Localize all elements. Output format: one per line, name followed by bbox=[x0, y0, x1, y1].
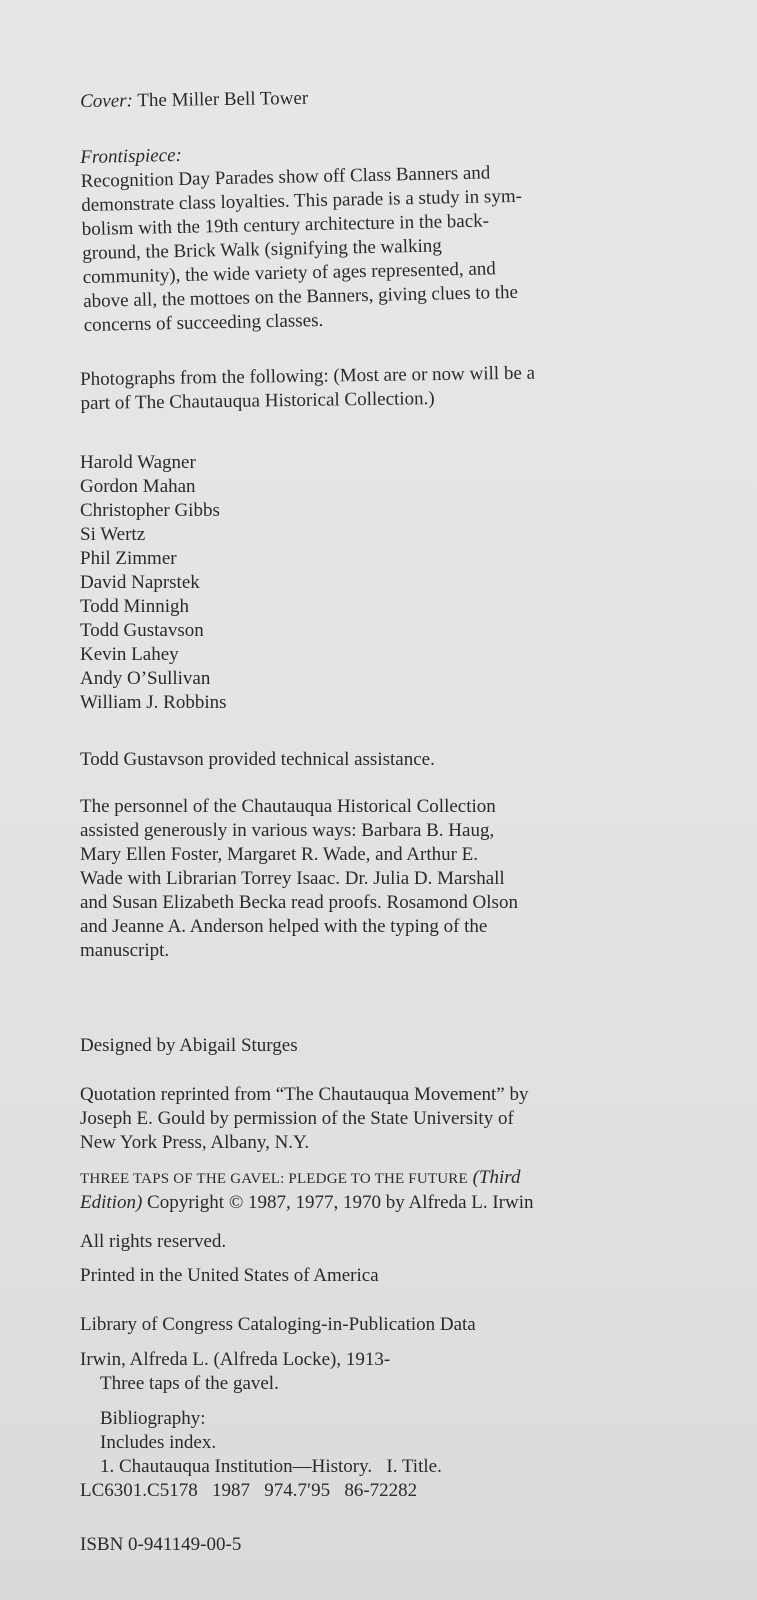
photographer-name: Christopher Gibbs bbox=[80, 500, 220, 521]
technical-credit-text: Todd Gustavson provided technical assistance. bbox=[80, 749, 435, 770]
cip-subjects: 1. Chautauqua Institution—History. I. Title. bbox=[100, 1456, 442, 1477]
frontispiece-line: above all, the mottoes on the Banners, giving clues to the bbox=[83, 281, 519, 312]
quotation-line: Quotation reprinted from “The Chautauqua Movement” by bbox=[80, 1084, 529, 1105]
photographer-name: Kevin Lahey bbox=[80, 644, 179, 665]
copyright-notice bbox=[80, 1166, 680, 1215]
photographer-list bbox=[80, 451, 680, 715]
cip-title: Three taps of the gavel. bbox=[100, 1373, 279, 1394]
technical-credit bbox=[80, 748, 680, 772]
designer-credit-text: Designed by Abigail Sturges bbox=[80, 1035, 298, 1056]
photographer-name: William J. Robbins bbox=[80, 692, 227, 713]
cip-classification: LC6301.C5178 1987 974.7′95 86-72282 bbox=[80, 1480, 418, 1501]
photographer-name: Si Wertz bbox=[80, 524, 146, 545]
quotation-line: Joseph E. Gould by permission of the State University of bbox=[80, 1108, 514, 1129]
personnel-acknowledgment bbox=[80, 795, 680, 963]
isbn bbox=[80, 1533, 680, 1557]
cover-label: Cover: bbox=[80, 90, 134, 112]
printed-statement bbox=[80, 1264, 680, 1288]
frontispiece-line: community), the wide variety of ages represented, and bbox=[82, 258, 496, 288]
personnel-line: Wade with Librarian Torrey Isaac. Dr. Julia D. Marshall bbox=[80, 868, 505, 889]
cip-heading: Library of Congress Cataloging-in-Publication Data bbox=[80, 1314, 476, 1335]
frontispiece-line: demonstrate class loyalties. This parade is a study in sym- bbox=[81, 185, 523, 216]
photographer-name: Harold Wagner bbox=[80, 452, 196, 473]
cover-credit bbox=[80, 82, 680, 114]
frontispiece-line: bolism with the 19th century architecture in the back- bbox=[81, 210, 490, 240]
quotation-credit bbox=[80, 1083, 680, 1155]
personnel-line: The personnel of the Chautauqua Historical Collection bbox=[80, 796, 496, 817]
frontispiece-line: concerns of succeeding classes. bbox=[83, 309, 324, 336]
cip-bibliography: Bibliography: bbox=[100, 1408, 206, 1429]
copyright-text: Copyright © 1987, 1977, 1970 by Alfreda L. Irwin bbox=[147, 1192, 534, 1213]
cover-text: The Miller Bell Tower bbox=[137, 87, 309, 112]
cip-data bbox=[80, 1313, 680, 1503]
printed-text: Printed in the United States of America bbox=[80, 1265, 379, 1286]
designer-credit bbox=[80, 1034, 680, 1058]
rights-text: All rights reserved. bbox=[80, 1231, 227, 1252]
rights-statement bbox=[80, 1230, 680, 1254]
personnel-line: manuscript. bbox=[80, 940, 170, 961]
frontispiece-label: Frontispiece: bbox=[80, 144, 183, 168]
edition-note: Edition) bbox=[80, 1192, 143, 1213]
photographs-intro-line: part of The Chautauqua Historical Collection.) bbox=[80, 388, 435, 414]
personnel-line: Mary Ellen Foster, Margaret R. Wade, and Arthur E. bbox=[80, 844, 479, 865]
photographs-intro bbox=[80, 360, 681, 416]
isbn-text: ISBN 0-941149-00-5 bbox=[80, 1534, 242, 1555]
personnel-line: and Susan Elizabeth Becka read proofs. Rosamond Olson bbox=[80, 892, 518, 913]
frontispiece-line: Recognition Day Parades show off Class Banners and bbox=[80, 162, 491, 192]
photographer-name: Andy O’Sullivan bbox=[80, 668, 211, 689]
quotation-line: New York Press, Albany, N.Y. bbox=[80, 1132, 310, 1153]
frontispiece-line: ground, the Brick Walk (signifying the walking bbox=[82, 235, 442, 264]
photographer-name: Phil Zimmer bbox=[80, 548, 177, 569]
photographer-name: Todd Gustavson bbox=[80, 620, 204, 641]
personnel-line: and Jeanne A. Anderson helped with the typing of the bbox=[80, 916, 488, 937]
personnel-line: assisted generously in various ways: Barbara B. Haug, bbox=[80, 820, 495, 841]
photographer-name: Todd Minnigh bbox=[80, 596, 189, 617]
frontispiece-caption bbox=[80, 133, 684, 338]
photographer-name: Gordon Mahan bbox=[80, 476, 196, 497]
photographs-intro-line: Photographs from the following: (Most are or now will be a bbox=[80, 362, 536, 390]
book-title: THREE TAPS OF THE GAVEL: PLEDGE TO THE FUTURE bbox=[80, 1171, 468, 1187]
edition-note: (Third bbox=[472, 1167, 521, 1188]
photographer-name: David Naprstek bbox=[80, 572, 200, 593]
cip-index: Includes index. bbox=[100, 1432, 217, 1453]
cip-author: Irwin, Alfreda L. (Alfreda Locke), 1913- bbox=[80, 1349, 391, 1370]
